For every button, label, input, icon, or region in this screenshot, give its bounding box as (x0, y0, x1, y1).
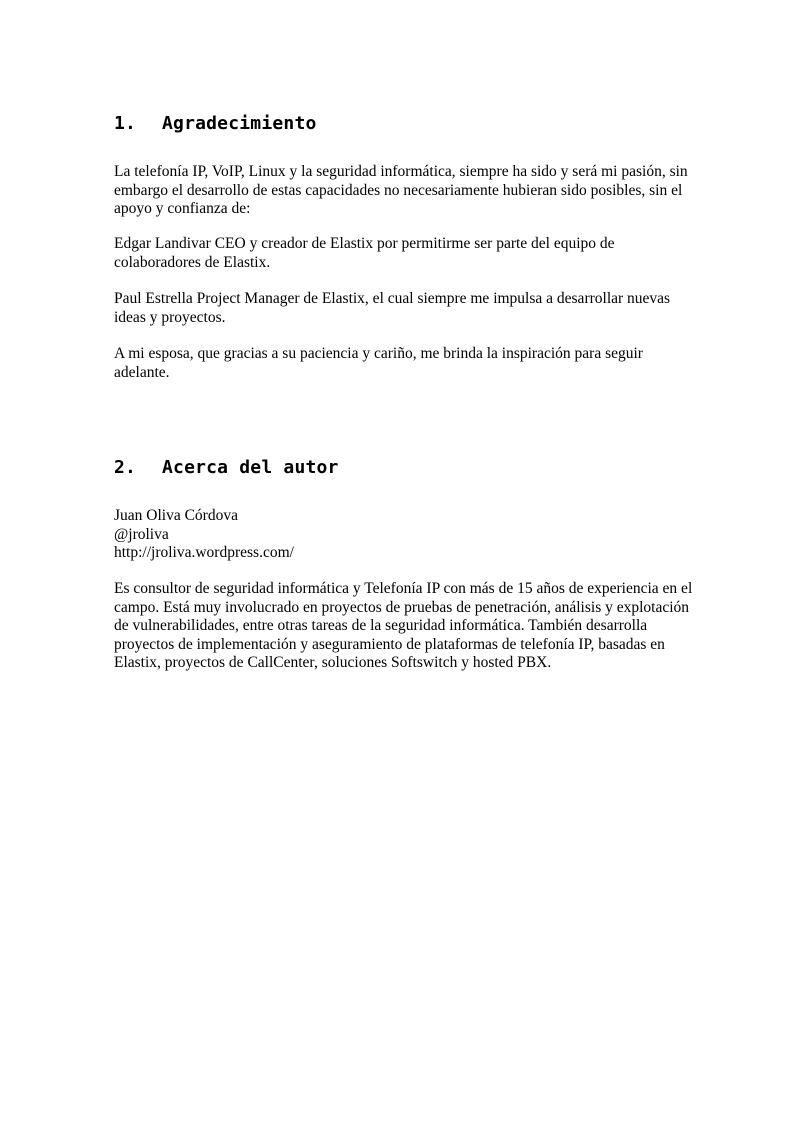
paragraph-paul: Paul Estrella Project Manager de Elastix, el cual siempre me impulsa a desarrollar nuevas ideas y proyectos. (114, 290, 671, 326)
section-heading-agradecimiento (114, 113, 317, 134)
section-number: 1. (114, 113, 137, 134)
author-info (114, 507, 294, 563)
section-title: Agradecimiento (162, 113, 317, 134)
section-heading-acerca-del-autor (114, 457, 339, 478)
author-handle: @jroliva (114, 525, 169, 543)
author-url: http://jroliva.wordpress.com/ (114, 544, 294, 561)
paragraph-author-bio: Es consultor de seguridad informática y Telefonía IP con más de 15 años de experiencia en el campo. Está muy involucrado en proyectos de pruebas de penetración, análisis y explotación de vulnerabilidades, entre otras tareas de la seguridad informática. También desarrolla proyectos de implementación y aseguramiento de plataformas de telefonía IP, basadas en Elastix, proyectos de CallCenter, soluciones Softswitch y hosted PBX. (114, 580, 693, 671)
paragraph-edgar: Edgar Landivar CEO y creador de Elastix por permitirme ser parte del equipo de colaboradores de Elastix. (114, 235, 615, 271)
author-name: Juan Oliva Córdova (114, 507, 238, 524)
section-title: Acerca del autor (162, 457, 339, 478)
section-number: 2. (114, 457, 137, 478)
paragraph-esposa: A mi esposa, que gracias a su paciencia y cariño, me brinda la inspiración para seguir adelante. (114, 345, 643, 381)
paragraph-intro: La telefonía IP, VoIP, Linux y la seguridad informática, siempre ha sido y será mi pasión, sin embargo el desarrollo de estas capacidades no necesariamente hubieran sido posibles, sin el apoyo y confianza de: (114, 163, 688, 217)
